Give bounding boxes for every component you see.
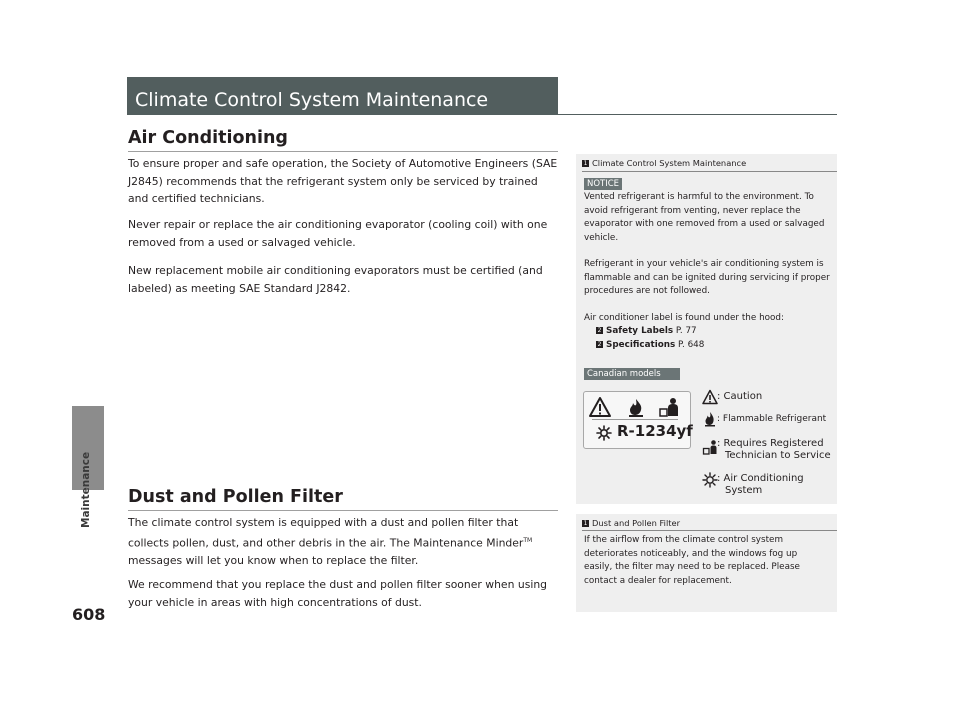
dust-filter-rule — [128, 510, 558, 511]
flame-icon — [629, 399, 643, 417]
climate-sidebar-header: 1 Climate Control System Maintenance — [583, 158, 747, 168]
chapter-title: Climate Control System Maintenance — [135, 89, 489, 111]
flammable-warning-text: Refrigerant in your vehicle's air conditioning system is flammable and can be ignited during servicing if proper procedures are not followed. — [584, 259, 830, 296]
ref-specifications[interactable]: 2 Specifications P. 648 — [597, 340, 705, 350]
dust-sidebar-text: If the airflow from the climate control system deteriorates noticeably, and the windows fog up easily, the filter may need to be replaced. Please contact a dealer for replacement. — [584, 535, 800, 586]
label-divider — [592, 419, 678, 420]
legend-caution: : Caution — [717, 391, 763, 402]
dust-filter-heading: Dust and Pollen Filter — [128, 487, 343, 507]
ac-snowflake-icon — [702, 472, 718, 488]
legend-registered: : Requires Registered Technician to Service — [717, 438, 831, 461]
caution-icon — [590, 398, 610, 416]
ref-safety-labels[interactable]: 2 Safety Labels P. 77 — [597, 326, 697, 336]
refrigerant-type: R-1234yf — [617, 422, 693, 440]
dust-sidebar-header: 1 Dust and Pollen Filter — [583, 518, 681, 528]
notice-badge: NOTICE — [584, 178, 622, 190]
label-symbols-row — [588, 396, 684, 418]
flame-icon — [702, 411, 718, 427]
canadian-models-badge: Canadian models — [584, 368, 680, 380]
technician-book-icon — [660, 398, 678, 416]
chapter-rule — [558, 114, 837, 115]
dust-paragraph-1: The climate control system is equipped with a dust and pollen filter that collects pollen, dust, and other debris in the air. The Maintenance Minder™ messages will let you know when to replace the filter. — [128, 516, 533, 567]
ac-paragraph-1: To ensure proper and safe operation, the Society of Automotive Engineers (SAE J2845) recommends that the refrigerant system only be serviced by trained and certified technicians. — [128, 157, 558, 205]
caution-icon — [702, 389, 718, 405]
ac-paragraph-3: New replacement mobile air conditioning evaporators must be certified (and labeled) as meeting SAE Standard J2842. — [128, 264, 543, 295]
arrow-ref-icon: 2 — [597, 327, 602, 334]
label-location-text: Air conditioner label is found under the hood: — [584, 313, 784, 323]
ac-paragraph-2: Never repair or replace the air conditioning evaporator (cooling coil) with one removed from a used or salvaged vehicle. — [128, 218, 548, 249]
notice-text: Vented refrigerant is harmful to the environment. To avoid refrigerant from venting, never replace the evaporator with one removed from a used or salvaged vehicle. — [584, 192, 825, 243]
ref-marker-icon: 1 — [583, 520, 588, 527]
dust-sidebar-rule — [582, 530, 837, 531]
ref-marker-icon: 1 — [583, 160, 588, 167]
ac-snowflake-icon — [596, 425, 612, 441]
air-conditioning-rule — [128, 151, 558, 152]
arrow-ref-icon: 2 — [597, 341, 602, 348]
refrigerant-label-illustration — [583, 391, 691, 449]
dust-paragraph-2: We recommend that you replace the dust and pollen filter sooner when using your vehicle in areas with high concentrations of dust. — [128, 578, 548, 609]
technician-book-icon — [702, 439, 718, 455]
page-number: 608 — [72, 605, 106, 624]
legend-flammable: : Flammable Refrigerant — [717, 414, 827, 424]
climate-sidebar-rule — [582, 171, 837, 172]
side-section-label: Maintenance — [80, 451, 92, 528]
air-conditioning-heading: Air Conditioning — [128, 128, 288, 148]
legend-air-conditioning: : Air Conditioning System — [717, 473, 804, 496]
trademark-sup: TM — [523, 536, 533, 544]
